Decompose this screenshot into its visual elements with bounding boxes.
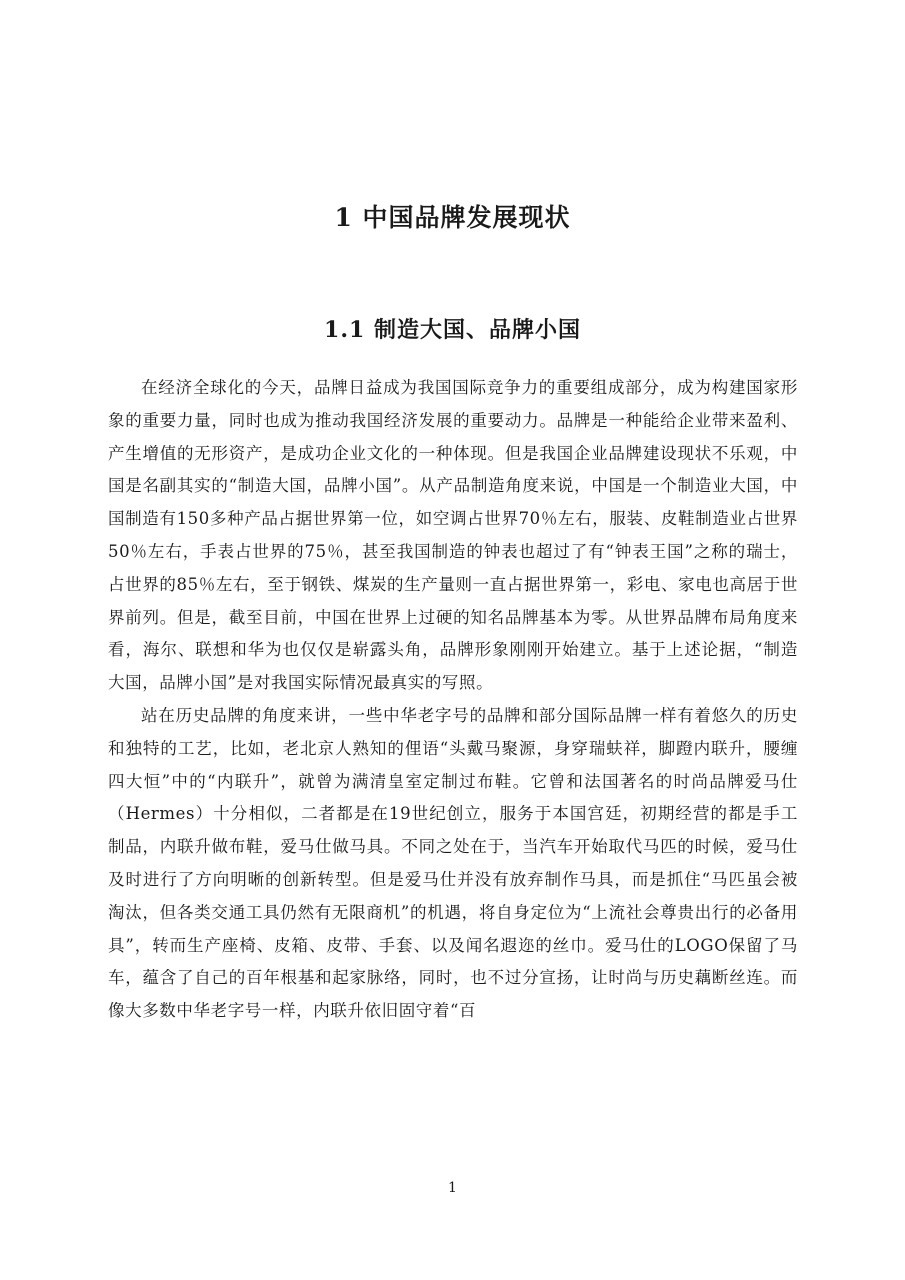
chapter-title: 1 中国品牌发展现状	[334, 203, 571, 232]
paragraph: 站在历史品牌的角度来讲，一些中华老字号的品牌和部分国际品牌一样有着悠久的历史和独特的工艺，比如，老北京人熟知的俚语“头戴马聚源，身穿瑞蚨祥，脚蹬内联升，腰缠四大恒”中的“内联升”，就曾为满清皇室定制过布鞋。它曾和法国著名的时尚品牌爱马仕（Hermes）十分相似，二者都是在19世纪创立，服务于本国宫廷，初期经营的都是手工制品，内联升做布鞋，爱马仕做马具。不同之处在于，当汽车开始取代马匹的时候，爱马仕及时进行了方向明晰的创新转型。但是爱马仕并没有放弃制作马具，而是抓住“马匹虽会被淘汰，但各类交通工具仍然有无限商机”的机遇，将自身定位为“上流社会尊贵出行的必备用具”，转而生产座椅、皮箱、皮带、手套、以及闻名遐迩的丝巾。爱马仕的LOGO保留了马车，蕴含了自己的百年根基和起家脉络，同时，也不过分宣扬，让时尚与历史藕断丝连。而像大多数中华老字号一样，内联升依旧固守着“百	[108, 705, 798, 1021]
page-number: 1	[448, 1180, 457, 1196]
paragraph: 在经济全球化的今天，品牌日益成为我国国际竞争力的重要组成部分，成为构建国家形象的重要力量，同时也成为推动我国经济发展的重要动力。品牌是一种能给企业带来盈利、产生增值的无形资产，是成功企业文化的一种体现。但是我国企业品牌建设现状不乐观，中国是名副其实的“制造大国，品牌小国”。从产品制造角度来说，中国是一个制造业大国，中国制造有150多种产品占据世界第一位，如空调占世界70％左右，服装、皮鞋制造业占世界50％左右，手表占世界的75％，甚至我国制造的钟表也超过了有“钟表王国”之称的瑞士，占世界的85％左右，至于钢铁、煤炭的生产量则一直占据世界第一，彩电、家电也高居于世界前列。但是，截至目前，中国在世界上过硬的知名品牌基本为零。从世界品牌布局角度来看，海尔、联想和华为也仅仅是崭露头角，品牌形象刚刚开始建立。基于上述论据，“制造大国，品牌小国”是对我国实际情况最真实的写照。	[108, 378, 798, 693]
section-title: 1.1 制造大国、品牌小国	[324, 317, 581, 343]
body-text	[108, 372, 798, 1028]
